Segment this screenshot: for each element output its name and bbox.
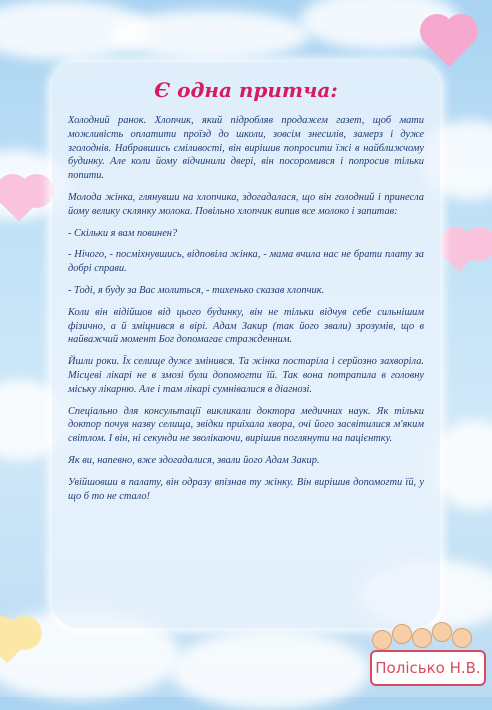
author-name: Полісько Н.В. bbox=[370, 650, 486, 686]
paragraph: - Нічого, - посміхнувшись, відповіла жінка, - мама вчила нас не брати плату за добрі справи. bbox=[68, 249, 424, 275]
page-title: Є одна притча: bbox=[154, 78, 338, 102]
author-signature-badge bbox=[364, 620, 486, 692]
paragraph: - Скільки я вам повинен? bbox=[68, 227, 178, 239]
paragraph: Коли він відійшов від цього будинку, він не тільки відчув себе сильнішим фізично, а й зміцнився в вірі. Адам Закир (так його звали) зрозумів, що в найважчий момент Бог допомагає стражденним. bbox=[68, 306, 424, 346]
paragraph: Молода жінка, глянувши на хлопчика, здогадалася, що він голодний і принесла йому велику склянку молока. Повільно хлопчик випив все молоко і запитав: bbox=[68, 191, 424, 217]
paragraph: - Тоді, я буду за Вас молиться, - тихенько сказав хлопчик. bbox=[68, 284, 325, 296]
parable-text bbox=[68, 114, 424, 511]
paragraph: Йшли роки. Їх селище дуже змінився. Та жінка постаріла і серйозно захворіла. Місцеві лікарі не в змозі були допомогти їй. Так вона потрапила в головну міську лікарню. Але і там лікарі сумнівалися в діагнозі. bbox=[68, 356, 424, 395]
paragraph: Як ви, напевно, вже здогадалися, звали його Адам Закир. bbox=[68, 454, 320, 466]
paragraph: Холодний ранок. Хлопчик, який підробляв продажем газет, щоб мати можливість оплатити проїзд до школи, зовсім знесилів, замерз і дуже зголоднів. Набравшись сміливості, він вирішив попросити їжі в найближчому будинку. Але коли йому відчинили двері, він посоромився і попросив тільки попити. bbox=[68, 115, 424, 182]
heart-decoration-right bbox=[443, 240, 474, 271]
paragraph: Спеціально для консультації викликали доктора медичних наук. Як тільки доктор почув назву селища, звідки приїхала хвора, очі його засвітилися м'яким світлом. І він, ні секунди не зволікаючи, вирішив поглянути на пацієнтку. bbox=[68, 405, 424, 445]
heart-decoration-top-right bbox=[425, 19, 473, 67]
paragraph: Увійшовши в палату, він одразу впізнав ту жінку. Він вирішив допомогти їй, у що б то не стало! bbox=[68, 476, 424, 502]
